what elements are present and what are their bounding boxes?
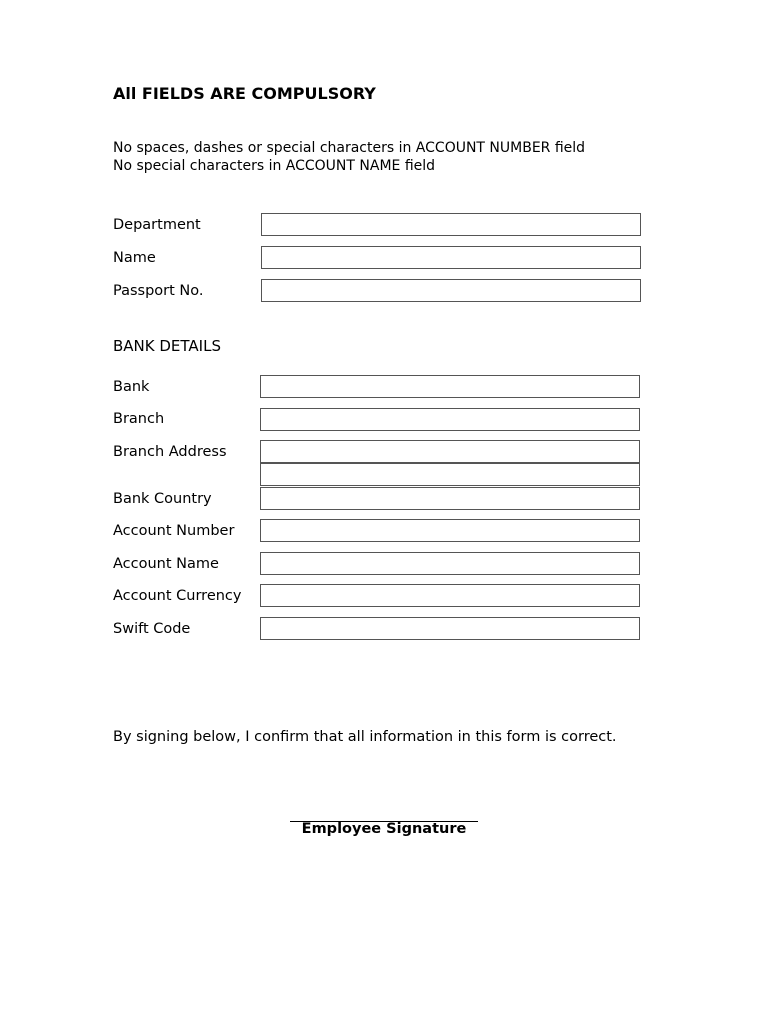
account-currency-field[interactable] [260,584,640,607]
bank-field[interactable] [260,375,640,398]
branch-address-label: Branch Address [113,444,227,460]
bank-label: Bank [113,379,150,395]
swift-code-label: Swift Code [113,621,191,637]
name-field[interactable] [261,246,641,269]
account-name-note: No special characters in ACCOUNT NAME field [113,158,436,174]
branch-address-field-line1[interactable] [260,440,640,463]
bank-details-title: BANK DETAILS [113,337,221,355]
department-label: Department [113,217,201,233]
branch-field[interactable] [260,408,640,431]
branch-address-field-line2[interactable] [260,463,640,486]
signature-label: Employee Signature [301,821,467,837]
swift-code-field[interactable] [260,617,640,640]
account-name-label: Account Name [113,556,219,572]
bank-country-field[interactable] [260,487,640,510]
form-heading: All FIELDS ARE COMPULSORY [113,84,376,103]
bank-country-label: Bank Country [113,491,212,507]
branch-label: Branch [113,411,165,427]
account-number-label: Account Number [113,523,235,539]
name-label: Name [113,250,156,266]
passport-field[interactable] [261,279,641,302]
account-number-field[interactable] [260,519,640,542]
passport-label: Passport No. [113,283,204,299]
confirmation-statement: By signing below, I confirm that all information in this form is correct. [113,729,617,745]
account-number-note: No spaces, dashes or special characters in ACCOUNT NUMBER field [113,140,586,156]
department-field[interactable] [261,213,641,236]
account-name-field[interactable] [260,552,640,575]
account-currency-label: Account Currency [113,588,242,604]
